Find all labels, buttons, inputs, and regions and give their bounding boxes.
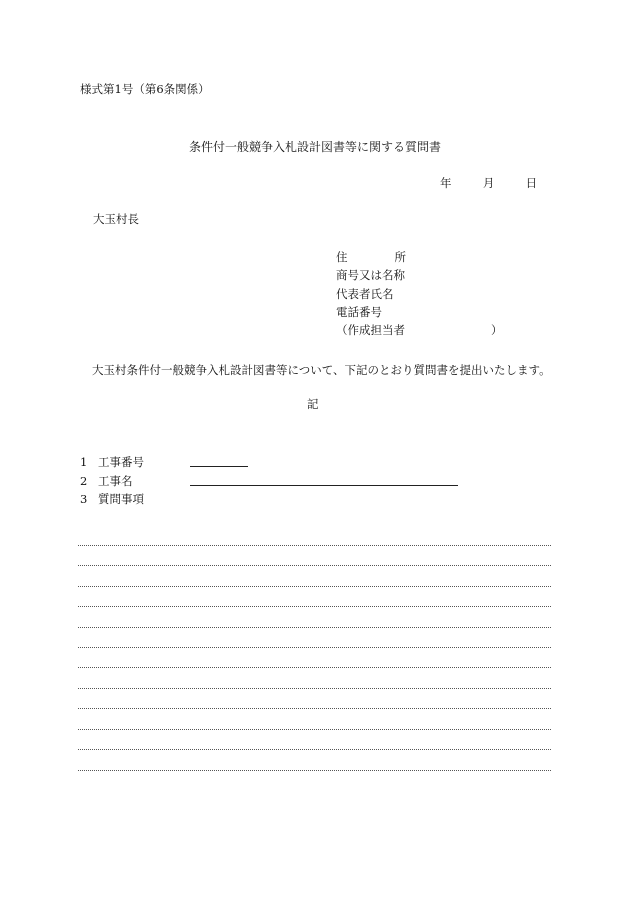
question-line[interactable] [78,606,551,607]
item-question-matters: 3 質問事項 [80,492,144,506]
question-line[interactable] [78,667,551,668]
construction-number-field[interactable] [190,466,248,467]
construction-name-field[interactable] [190,485,458,486]
item-construction-number: 1 工事番号 [80,455,144,469]
document-title: 条件付一般競争入札設計図書等に関する質問書 [188,140,441,154]
date-line [440,176,537,190]
question-line[interactable] [78,647,551,648]
question-line[interactable] [78,770,551,771]
question-line[interactable] [78,565,551,566]
question-line[interactable] [78,688,551,689]
date-day: 日 [525,176,538,190]
question-line[interactable] [78,749,551,750]
date-year: 年 [440,176,452,190]
form-number: 様式第1号（第6条関係） [80,82,210,96]
addressee: 大玉村長 [93,212,139,226]
date-month: 月 [482,176,495,190]
sender-company-label: 商号又は名称 [336,268,405,282]
body-text: 大玉村条件付一般競争入札設計図書等について、下記のとおり質問書を提出いたします。 [92,363,551,377]
question-line[interactable] [78,627,551,628]
question-line[interactable] [78,545,551,546]
item-construction-name: 2 工事名 [80,474,133,488]
note-heading: 記 [307,397,319,411]
question-line[interactable] [78,586,551,587]
sender-representative-label: 代表者氏名 [336,287,394,301]
question-line[interactable] [78,729,551,730]
sender-address-label: 住 所 [336,250,406,264]
question-line[interactable] [78,708,551,709]
sender-contact-label: （作成担当者 ） [336,323,503,337]
sender-phone-label: 電話番号 [336,305,382,319]
